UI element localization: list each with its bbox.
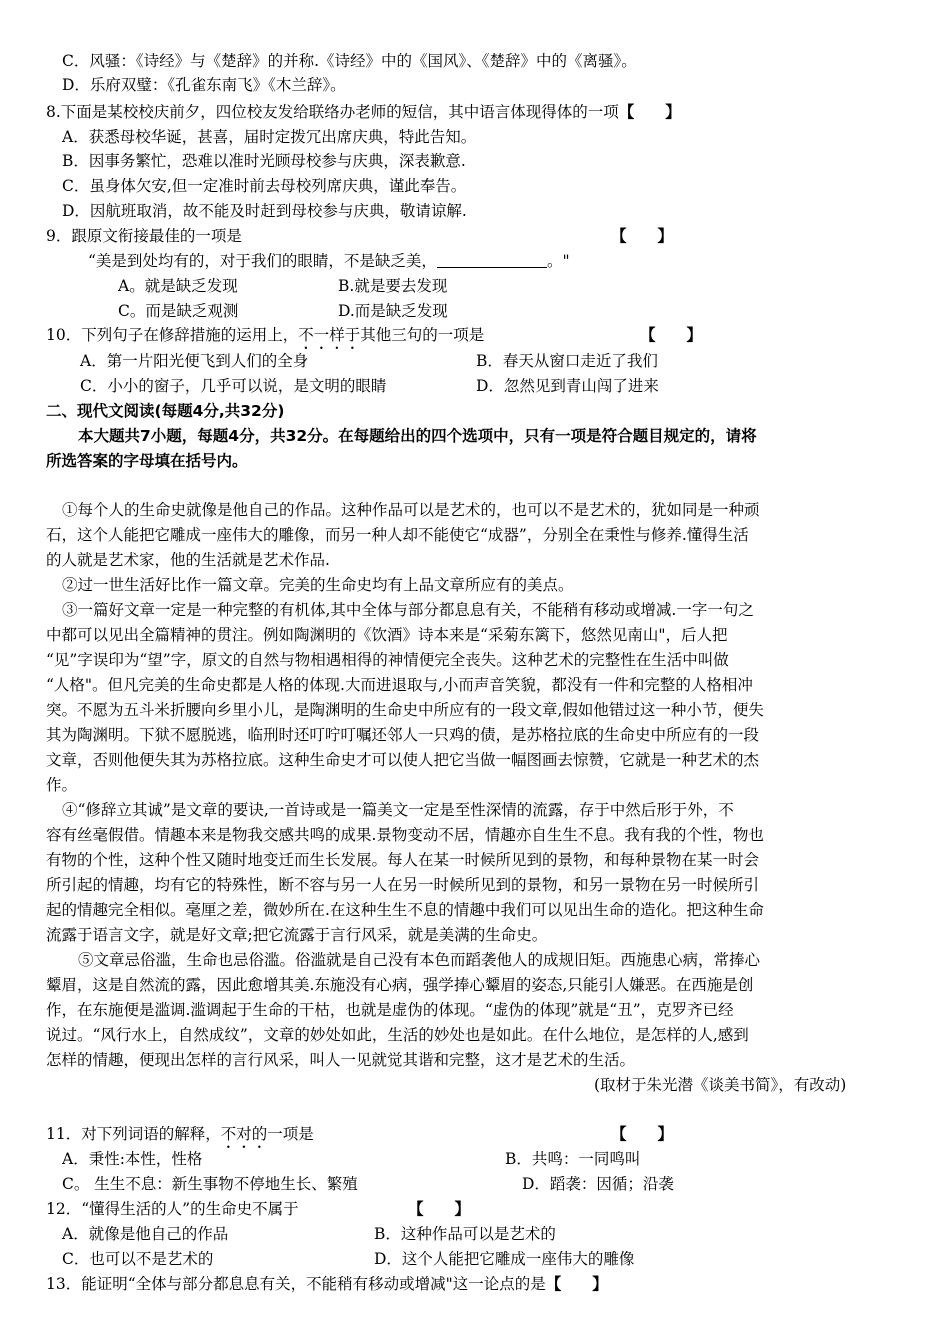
q8-answer-bracket[interactable]: 【 】 <box>618 102 681 121</box>
q9-stem: 9．跟原文衔接最佳的一项是 <box>46 227 242 245</box>
passage-p4-line4: 所引起的情趣，均有它的特殊性，断不容与另一人在另一时候所见到的景物，和另一景物在另一时候所引 <box>46 876 760 894</box>
q10-stem-text-b: 其他三句的一项是 <box>360 326 485 344</box>
q9-option-d: D.而是缺乏发现 <box>338 302 448 320</box>
q12-option-d: D．这个人能把它雕成一座伟大的雕像 <box>374 1250 635 1268</box>
q10-stem-text-a: 10．下列句子在修辞措施的运用上， <box>46 326 299 344</box>
passage-p1-line1: ①每个人的生命史就像是他自己的作品。这种作品可以是艺术的，也可以不是艺术的，犹如同是一种顽 <box>62 501 760 519</box>
passage-p2-line1: ②过一世生活好比作一篇文章。完美的生命史均有上品文章所应有的美点。 <box>62 576 574 594</box>
q11-stem <box>46 1122 314 1146</box>
q12-stem-text: 12．“懂得生活的人”的生命史不属于 <box>46 1200 299 1218</box>
passage-p3-line6: 其为陶渊明。下狱不愿脱逃，临刑时还叮咛叮嘱还邻人一只鸡的债，是苏格拉底的生命史中所应有的一段 <box>46 726 760 744</box>
passage-p3-line7: 文章，否则他便失其为苏格拉底。这种生命史才可以使人把它当做一幅图画去惊赞，它就是一种艺术的杰 <box>46 751 760 769</box>
q9-quote-text: “美是到处均有的，对于我们的眼睛，不是缺乏美， <box>88 252 437 270</box>
q13-stem-text: 13．能证明“全体与部分都息息有关，不能稍有移动或增减"这一论点的是 <box>46 1275 546 1293</box>
passage-p3-line5: 突。不愿为五斗米折腰向乡里小儿，是陶渊明的生命史中所应有的一段文章,假如他错过这一种小节，便失 <box>46 701 764 719</box>
q9-blank[interactable] <box>437 251 547 268</box>
q7-option-d: D．乐府双璧：《孔雀东南飞》《木兰辞》。 <box>62 76 346 94</box>
q10-option-d: D．忽然见到青山闯了进来 <box>476 377 659 395</box>
q13-stem <box>46 1272 616 1296</box>
passage-p5-line5: 怎样的情趣，便现出怎样的言行风采，叫人一见就觉其谐和完整，这才是艺术的生活。 <box>46 1051 636 1069</box>
passage-p5-line2: 颦眉，这是自然流的露，因此愈增其美.东施没有心病，强学捧心颦眉的姿态,只能引人嫌恶。在西施是创 <box>46 976 754 994</box>
passage-p3-line4: “人格"。但凡完美的生命史都是人格的体现.大而进退取与,小而声音笑貌，都没有一件和完整的人格相冲 <box>46 676 753 694</box>
q9-option-c: C。而是缺乏观测 <box>118 302 239 320</box>
q10-option-a: A．第一片阳光便飞到人们的全身 <box>80 352 309 370</box>
q8-stem-text: 8.下面是某校校庆前夕，四位校友发给联络办老师的短信，其中语言体现得体的一项 <box>46 103 619 121</box>
section2-title: 二、现代文阅读(每题4分,共32分) <box>46 402 285 420</box>
passage-p4-line6: 流露于语言文字，就是好文章;把它流露于言行风采，就是美满的生命史。 <box>46 926 548 944</box>
passage-p5-line4: 说过。“风行水上，自然成纹”，文章的妙处如此，生活的妙处也是如此。在什么地位，是怎样的人,感到 <box>46 1026 749 1044</box>
q8-option-b: B．因事务繁忙，恐难以准时光顾母校参与庆典，深表歉意. <box>62 152 466 170</box>
passage-p4-line1: ④“修辞立其诚”是文章的要诀,一首诗或是一篇美文一定是至性深情的流露，存于中然后形于外，不 <box>62 801 734 819</box>
q9-bracket-text: 【 】 <box>611 226 674 245</box>
q10-bracket-text: 【 】 <box>640 325 703 344</box>
q12-option-a: A．就像是他自己的作品 <box>62 1225 229 1243</box>
q11-stem-text-b: 一项是 <box>267 1125 314 1143</box>
passage-source: (取材于朱光潜《谈美书简》，有改动) <box>594 1076 847 1094</box>
q10-option-c: C．小小的窗子，几乎可以说，是文明的眼睛 <box>80 377 387 395</box>
q12-answer-bracket[interactable] <box>408 1197 478 1221</box>
q12-stem <box>46 1197 299 1221</box>
q11-stem-text-a: 11．对下列词语的解释， <box>46 1125 221 1143</box>
passage-p3-line2: 中都可以见出全篇精神的贯注。例如陶渊明的《饮酒》诗本来是“采菊东篱下，悠然见南山"，后人把 <box>46 626 728 644</box>
q12-option-b: B．这种作品可以是艺术的 <box>374 1225 556 1243</box>
q11-answer-bracket[interactable] <box>611 1122 681 1146</box>
q11-option-b: B．共鸣：一同鸣叫 <box>505 1150 641 1168</box>
passage-p1-line2: 石，这个人能把它雕成一座伟大的雕像，而另一种人却不能使它“成器”，分别全在秉性与修养.懂得生活 <box>46 526 749 544</box>
q11-bracket-text: 【 】 <box>611 1124 674 1143</box>
q10-stem-emphasis: 不一样于 <box>298 326 361 344</box>
q8-option-a: A．获悉母校华诞，甚喜，届时定拨冗出席庆典，特此告知。 <box>62 128 477 146</box>
passage-p5-line3: 作，在东施便是滥调.滥调起于生命的干枯，也就是虚伪的体现。“虚伪的体现”就是“丑”，克罗齐已经 <box>46 1001 734 1019</box>
passage-p3-line8: 作。 <box>46 776 78 794</box>
q12-option-c: C．也可以不是艺术的 <box>62 1250 214 1268</box>
q11-option-c: C。 生生不息：新生事物不停地生长、繁殖 <box>62 1175 358 1193</box>
passage-p3-line1: ③一篇好文章一定是一种完整的有机体,其中全体与部分都息息有关，不能稍有移动或增减.一字一句之 <box>62 601 754 619</box>
q9-answer-bracket[interactable] <box>611 224 681 248</box>
q11-option-d: D．蹈袭：因循；沿袭 <box>522 1175 674 1193</box>
q7-option-c: C．风骚：《诗经》与《楚辞》的并称.《诗经》中的《国风》、《楚辞》中的《离骚》。 <box>62 52 637 70</box>
passage-p4-line2: 容有丝毫假借。情趣本来是物我交感共鸣的成果.景物变动不居，情趣亦自生生不息。我有我的个性，物也 <box>46 826 764 844</box>
section2-instructions-2: 所选答案的字母填在括号内。 <box>46 452 248 470</box>
section2-instructions-1: 本大题共7小题，每题4分，共32分。在每题给出的四个选项中，只有一项是符合题目规定的，请将 <box>78 427 757 445</box>
q9-quote <box>88 249 570 273</box>
q9-quote-end: 。" <box>546 252 570 270</box>
q10-stem <box>46 323 484 347</box>
passage-p4-line3: 有物的个性，这种个性又随时地变迁而生长发展。每人在某一时候所见到的景物，和每种景物在某一时会 <box>46 851 760 869</box>
q11-stem-emphasis: 不对的 <box>220 1125 268 1143</box>
passage-p5-line1: ⑤文章忌俗滥，生命也忌俗滥。俗滥就是自己没有本色而蹈袭他人的成规旧矩。西施患心病，常捧心 <box>78 951 761 969</box>
q8-stem <box>46 100 689 124</box>
q9-option-a: A。就是缺乏发现 <box>118 277 238 295</box>
q11-option-a: A．秉性:本性，性格 <box>62 1150 203 1168</box>
passage-p4-line5: 起的情趣完全相似。毫厘之差，微妙所在.在这种生生不息的情趣中我们可以见出生命的造化。把这种生命 <box>46 901 764 919</box>
q12-bracket-text: 【 】 <box>408 1199 471 1218</box>
q13-answer-bracket[interactable]: 【 】 <box>545 1274 608 1293</box>
q8-option-d: D．因航班取消，故不能及时赶到母校参与庆典，敬请谅解. <box>62 202 467 220</box>
passage-p3-line3: “见”字误印为“望”字，原文的自然与物相遇相得的神情便完全丧失。这种艺术的完整性在生活中叫做 <box>46 651 729 669</box>
q10-answer-bracket[interactable] <box>640 323 710 347</box>
q9-option-b: B.就是要去发现 <box>338 277 448 295</box>
passage-p1-line3: 的人就是艺术家，他的生活就是艺术作品. <box>46 551 330 569</box>
q10-option-b: B．春天从窗口走近了我们 <box>476 352 658 370</box>
q8-option-c: C．虽身体欠安,但一定准时前去母校列席庆典，谨此奉告。 <box>62 177 467 195</box>
